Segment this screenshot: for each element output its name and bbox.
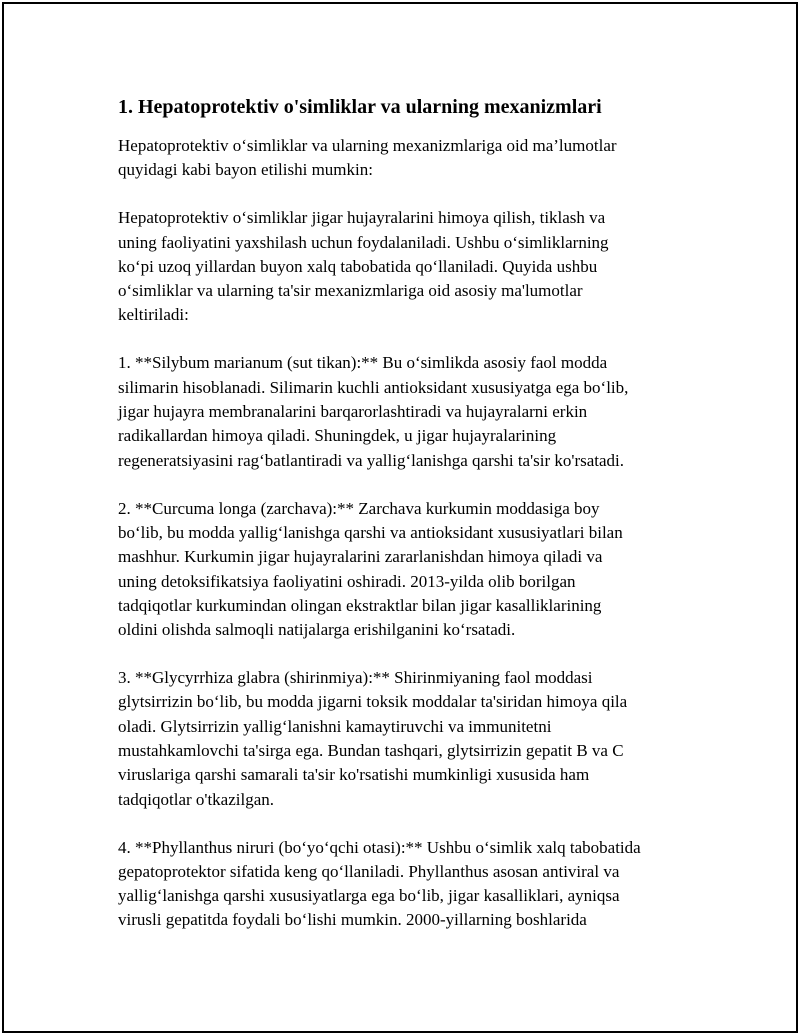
paragraph-line: bo‘lib, bu modda yallig‘lanishga qarshi va antioksidant xususiyatlari bilan — [118, 522, 623, 542]
paragraph-line: 1. **Silybum marianum (sut tikan):** Bu o‘simlikda asosiy faol modda — [118, 353, 608, 373]
paragraph-line: oladi. Glytsirrizin yallig‘lanishni kamaytiruvchi va immunitetni — [118, 716, 552, 736]
paragraph-line: yallig‘lanishga qarshi xususiyatlarga ega bo‘lib, jigar kasalliklari, ayniqsa — [118, 886, 620, 906]
paragraph-line: quyidagi kabi bayon etilishi mumkin: — [118, 160, 373, 180]
paragraph-line: virusli gepatitda foydali bo‘lishi mumkin. 2000-yillarning boshlarida — [118, 910, 587, 930]
list-item-curcuma — [118, 497, 758, 643]
list-item-phyllanthus — [118, 836, 758, 933]
paragraph-line: radikallardan himoya qiladi. Shuningdek, u jigar hujayralarining — [118, 426, 557, 446]
paragraph-line: mashhur. Kurkumin jigar hujayralarini zararlanishdan himoya qiladi va — [118, 547, 603, 567]
overview-paragraph — [118, 206, 758, 327]
paragraph-line: silimarin hisoblanadi. Silimarin kuchli antioksidant xususiyatga ega bo‘lib, — [118, 377, 629, 397]
paragraph-line: 3. **Glycyrrhiza glabra (shirinmiya):** Shirinmiyaning faol moddasi — [118, 668, 593, 688]
paragraph-line: uning detoksifikatsiya faoliyatini oshiradi. 2013-yilda olib borilgan — [118, 571, 576, 591]
paragraph-line: 2. **Curcuma longa (zarchava):** Zarchava kurkumin moddasiga boy — [118, 498, 600, 518]
paragraph-line: glytsirrizin bo‘lib, bu modda jigarni toksik moddalar ta'siridan himoya qila — [118, 692, 628, 712]
paragraph-line: Hepatoprotektiv o‘simliklar jigar hujayralarini himoya qilish, tiklash va — [118, 208, 606, 228]
paragraph-line: tadqiqotlar kurkumindan olingan ekstraktlar bilan jigar kasalliklarining — [118, 595, 602, 615]
paragraph-line: oldini olishda salmoqli natijalarga erishilganini ko‘rsatadi. — [118, 620, 516, 640]
list-item-silybum — [118, 351, 758, 472]
paragraph-line: mustahkamlovchi ta'sirga ega. Bundan tashqari, glytsirrizin gepatit B va C — [118, 740, 624, 760]
paragraph-line: 4. **Phyllanthus niruri (bo‘yo‘qchi otasi):** Ushbu o‘simlik xalq tabobatida — [118, 837, 641, 857]
paragraph-line: Hepatoprotektiv o‘simliklar va ularning mexanizmlariga oid ma’lumotlar — [118, 136, 617, 155]
document-body — [118, 94, 758, 956]
paragraph-line: gepatoprotektor sifatida keng qo‘llaniladi. Phyllanthus asosan antiviral va — [118, 861, 620, 881]
paragraph-line: ko‘pi uzoq yillardan buyon xalq tabobatida qo‘llaniladi. Quyida ushbu — [118, 256, 598, 276]
paragraph-line: o‘simliklar va ularning ta'sir mexanizmlariga oid asosiy ma'lumotlar — [118, 281, 583, 301]
section-heading: 1. Hepatoprotektiv o'simliklar va ularning mexanizmlari — [118, 96, 602, 118]
paragraph-line: regeneratsiyasini rag‘batlantiradi va yallig‘lanishga qarshi ta'sir ko'rsatadi. — [118, 450, 625, 470]
paragraph-line: tadqiqotlar o'tkazilgan. — [118, 789, 275, 809]
list-item-glycyrrhiza — [118, 666, 758, 812]
paragraph-line: viruslariga qarshi samarali ta'sir ko'rsatishi mumkinligi xususida ham — [118, 765, 590, 785]
paragraph-line: uning faoliyatini yaxshilash uchun foydalaniladi. Ushbu o‘simliklarning — [118, 232, 609, 252]
paragraph-line: jigar hujayra membranalarini barqarorlashtiradi va hujayralarni erkin — [118, 402, 588, 422]
intro-paragraph — [118, 134, 758, 183]
paragraph-line: keltiriladi: — [118, 305, 189, 325]
